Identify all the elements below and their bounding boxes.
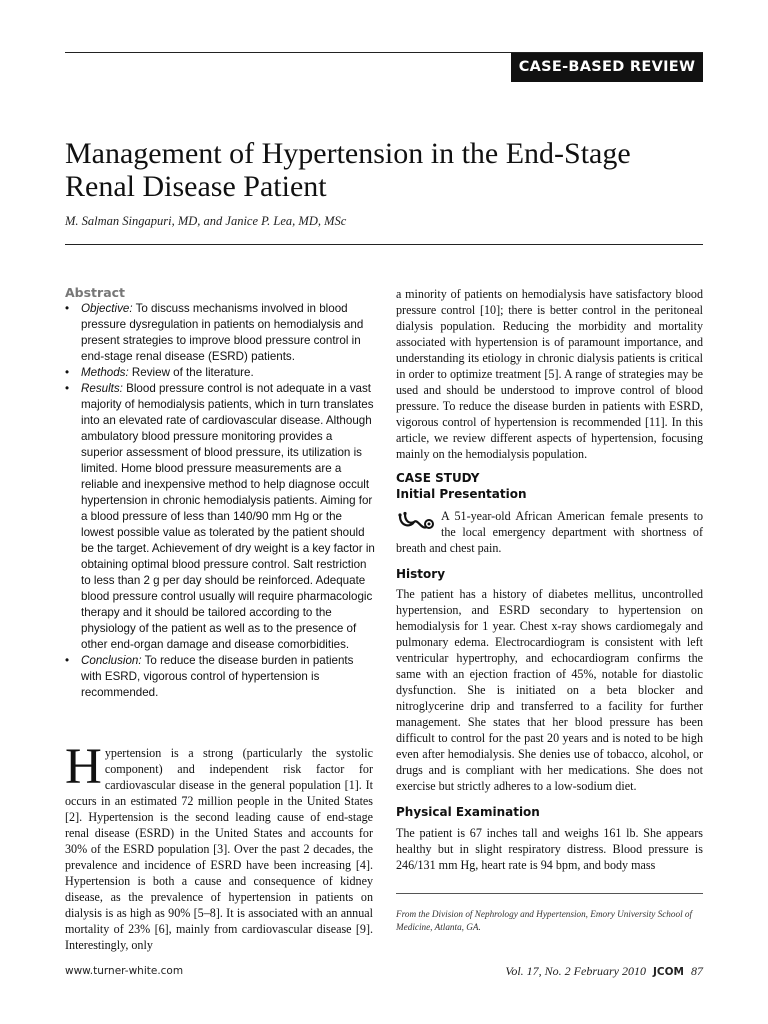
abstract-heading: Abstract bbox=[65, 285, 126, 300]
title-line-2: Renal Disease Patient bbox=[65, 170, 327, 203]
intro-text: ypertension is a strong (particularly the systolic component) and independent risk factor for cardiovascular disease in the general population [1]. It occurs in an estimated 72 million people in the United States [2]. Hypertension is the second leading cause of end-stage renal disease (ESRD) in the United States and accounts for 30% of the ESRD population [3]. Over the past 2 decades, the prevalence and incidence of ESRD have been increasing [4]. Hypertension is both a cause and consequence of kidney disease, as the prevalence of hypertension in patients on dialysis is as high as 90% [5–8]. It is associated with an annual mortality of 23% [6], mainly from cardiovascular disease [9]. Interestingly, only bbox=[65, 746, 373, 952]
affiliation-footnote: From the Division of Nephrology and Hypertension, Emory University School of Medicine, Atlanta, GA. bbox=[396, 909, 693, 932]
case-study-heading: CASE STUDY bbox=[396, 471, 480, 485]
objective-label: Objective: bbox=[81, 302, 133, 315]
footer-citation bbox=[505, 964, 703, 979]
article-title bbox=[65, 137, 725, 203]
drop-cap: H bbox=[65, 739, 102, 795]
footer-website: www.turner-white.com bbox=[65, 965, 184, 977]
abstract-list bbox=[65, 301, 377, 701]
objective-text: To discuss mechanisms involved in blood pressure dysregulation in patients on hemodialysis and present strategies to improve blood pressure control in end-stage renal disease (ESRD) patients. bbox=[81, 302, 364, 363]
authors: M. Salman Singapuri, MD, and Janice P. Lea, MD, MSc bbox=[65, 214, 347, 228]
footer-journal: JCOM bbox=[653, 966, 684, 978]
physical-exam-text: The patient is 67 inches tall and weighs 161 lb. She appears healthy but in slight respiratory distress. Blood pressure is 246/131 mm Hg, heart rate is 94 bpm, and body mass bbox=[396, 826, 703, 872]
abstract-methods bbox=[65, 365, 377, 381]
stethoscope-icon bbox=[396, 510, 436, 536]
conclusion-text: To reduce the disease burden in patients with ESRD, vigorous control of hypertension is recommended. bbox=[81, 654, 354, 699]
footer-volume: Vol. 17, No. 2 February 2010 bbox=[505, 964, 646, 978]
abstract-results bbox=[65, 381, 377, 653]
history-text: The patient has a history of diabetes mellitus, uncontrolled hypertension, and ESRD secondary to hypertension on hemodialysis for 1 year. Chest x-ray shows cardiomegaly and pulmonary edema. Electrocardiogram is consistent with left ventricular hypertrophy, and echocardiogram confirms the same with an ejection fraction of 45%, notable for diastolic dysfunction. She is initiated on a beta blocker and nitroglycerine drip and transferred to a facility for further management. She states that her blood pressure has been difficult to control for the past 20 years and is noted to be high even after hemodialysis. She denies use of tobacco, alcohol, or drugs and is compliant with her medications. She does not exercise but strictly adheres to a low-sodium diet. bbox=[396, 587, 703, 793]
abstract-objective bbox=[65, 301, 377, 365]
abstract-conclusion bbox=[65, 653, 377, 701]
history-heading: History bbox=[396, 567, 446, 581]
section-banner: CASE-BASED REVIEW bbox=[511, 53, 703, 82]
intro-paragraph bbox=[65, 739, 373, 953]
case-presentation-body: A 51-year-old African American female presents to the local emergency department with shortness of breath and chest pain. bbox=[396, 509, 703, 555]
initial-presentation-heading: Initial Presentation bbox=[396, 487, 527, 501]
title-line-1: Management of Hypertension in the End-Stage bbox=[65, 137, 631, 170]
intro-continued: a minority of patients on hemodialysis have satisfactory blood pressure control [10]; there is better control in the peritoneal dialysis population. Reducing the morbidity and mortality associated with hypertension is of paramount importance, and understanding its etiology in chronic dialysis patients is critical in order to optimize treatment [5]. A range of strategies may be used and should be understood to improve control of blood pressure. To reduce the disease burden in patients with ESRD, vigorous control of hypertension is recommended [11]. In this article, we review different aspects of hypertension, focusing mainly on the hemodialysis population. bbox=[396, 287, 703, 461]
results-label: Results: bbox=[81, 382, 123, 395]
methods-text: Review of the literature. bbox=[128, 366, 254, 379]
conclusion-label: Conclusion: bbox=[81, 654, 142, 667]
header-rule bbox=[65, 244, 703, 245]
physical-exam-heading: Physical Examination bbox=[396, 805, 540, 819]
results-text: Blood pressure control is not adequate in a vast majority of hemodialysis patients, which in turn translates into an elevated rate of cardiovascular disease. Although ambulatory blood pressure monitoring provides a superior assessment of blood pressure, its utilization is limited. Home blood pressure measurements are a reliable and inexpensive method to help diagnose occult hypertension in chronic hemodialysis patients. Aiming for a blood pressure of less than 140/90 mm Hg or the lowest possible value as tolerated by the patient should be the target. Achievement of dry weight is a key factor in obtaining optimal blood pressure control. Salt restriction to less than 2 g per day should be reinforced. Adequate blood pressure control usually will require pharmacologic therapy and it should be tailored according to the physiology of the patient as well as to the presence of other end-organ damage and disease comorbidities. bbox=[81, 382, 375, 651]
methods-label: Methods: bbox=[81, 366, 129, 379]
footnote-rule bbox=[396, 893, 703, 894]
case-presentation-text bbox=[396, 508, 703, 556]
footer-page: 87 bbox=[691, 964, 703, 978]
